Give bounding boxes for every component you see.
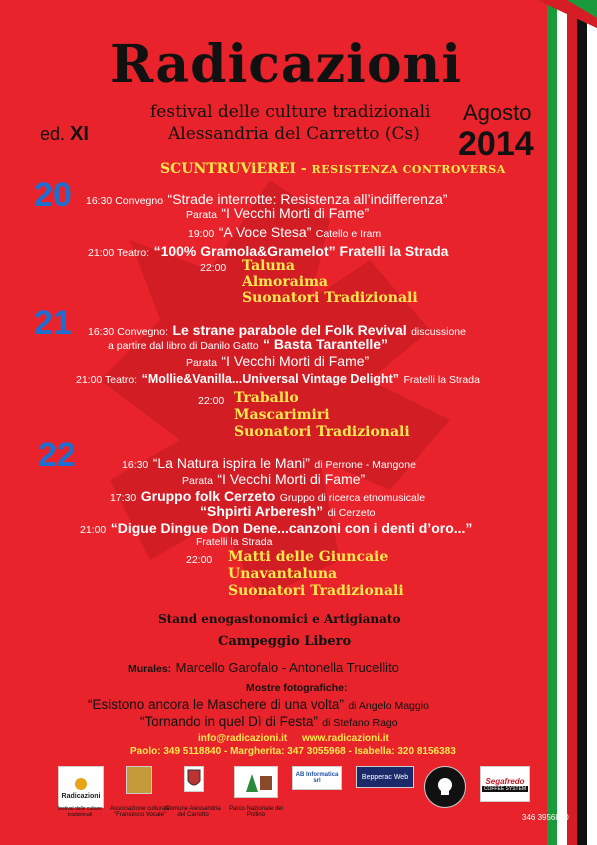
camping-info: Campeggio Libero [218, 634, 352, 649]
crest-shield-icon [187, 769, 201, 789]
day21-band-time: 22:00 [198, 395, 225, 407]
day22-line1: 16:30 “La Natura ispira le Mani” di Perrone - Mangone [122, 455, 416, 471]
edition-prefix: ed. [40, 124, 66, 144]
edition-number: XI [70, 123, 89, 145]
day22-line4: “Shpirti Arberesh” di Cerzeto [200, 503, 376, 519]
theme-tagline: RESISTENZA CONTROVERSA [311, 163, 506, 176]
pirate-flag-logo [424, 766, 466, 808]
day22-line6: Fratelli la Strada [196, 536, 273, 548]
murals-info: Murales: Marcello Garofalo - Antonella Trucellito [128, 660, 399, 675]
festival-month: Agosto [463, 100, 532, 125]
day20-line4: 21:00 Teatro: “100% Gramola&Gramelot” Fratelli la Strada [88, 243, 449, 259]
municipality-crest-icon [184, 766, 204, 792]
day22-line3: 17:30 Gruppo folk Cerzeto Gruppo di ricerca etnomusicale [110, 488, 426, 504]
day22-band-1: Matti delle Giuncaie [228, 549, 389, 565]
contact-phones: Paolo: 349 5118840 - Margherita: 347 3055968 - Isabella: 320 8156383 [130, 746, 456, 757]
pollino-park-caption: Parco Nazionale del Pollino [229, 806, 283, 818]
stands-info: Stand enogastonomici e Artigianato [158, 612, 401, 626]
sun-icon [72, 775, 90, 793]
theme-name: SCUNTRUViEREI - [160, 161, 307, 177]
segafredo-logo: Segafredo COFFEE SYSTEM [480, 766, 530, 802]
sponsor-phone: 346 3956840 [522, 813, 569, 822]
photo-exhibitions-label: Mostre fotografiche: [246, 682, 348, 694]
municipality-caption: Comune Alessandria del Carretto [165, 806, 221, 818]
bepperac-web-logo: Bepperac Web [356, 766, 414, 788]
photo-exhibition-2: “Tornando in quel Dì di Festa” di Stefano Rago [140, 714, 398, 729]
day20-band-1: Taluna [242, 258, 295, 274]
day22-band-2: Unavantaluna [228, 566, 338, 582]
day20-line3: 19:00 “A Voce Stesa” Catello e Iram [188, 224, 382, 240]
day-22-number: 22 [38, 436, 76, 474]
day21-band-1: Traballo [234, 390, 299, 406]
pollino-park-logo [234, 766, 278, 798]
day22-band-time: 22:00 [186, 554, 213, 566]
day-20-number: 20 [34, 176, 72, 214]
day21-band-3: Suonatori Tradizionali [234, 424, 410, 440]
day20-band-time: 22:00 [200, 262, 227, 274]
association-caption: Associazione culturale "Francesco Vocale" [110, 806, 170, 818]
day-21-number: 21 [34, 304, 72, 342]
day21-line1: 16:30 Convegno: Le strane parabole del Folk Revival discussione [88, 322, 466, 338]
tree-icon [238, 770, 274, 794]
email-link[interactable]: info@radicazioni.it [198, 733, 288, 744]
website-link[interactable]: www.radicazioni.it [302, 733, 389, 744]
day22-band-3: Suonatori Tradizionali [228, 583, 404, 599]
festival-place: Alessandria del Carretto (Cs) [168, 124, 420, 144]
day20-band-3: Suonatori Tradizionali [242, 290, 418, 306]
day21-band-2: Mascarimiri [234, 407, 330, 423]
photo-exhibition-1: “Esistono ancora le Maschere di una volta” di Angelo Maggio [88, 697, 429, 712]
day22-line5: 21:00 “Digue Dingue Don Dene...canzoni con i denti d’oro...” [80, 520, 473, 536]
day22-line2: Parata “I Vecchi Morti di Fame” [182, 471, 366, 487]
association-logo [126, 766, 152, 794]
radicazioni-logo-caption: festival delle culture tradizionali [58, 806, 102, 818]
festival-subtitle: festival delle culture tradizionali [150, 102, 431, 122]
flag-stripes [537, 0, 597, 845]
theme-heading [160, 161, 506, 177]
day20-line1: 16:30 Convegno “Strade interrotte: Resistenza all’indifferenza” [86, 191, 448, 207]
day21-line3: Parata “I Vecchi Morti di Fame” [186, 353, 370, 369]
corner-flag-icon [537, 0, 597, 28]
day20-band-2: Almoraima [242, 274, 328, 290]
festival-year: 2014 [458, 125, 534, 163]
edition-label [40, 123, 89, 146]
radicazioni-logo: Radicazioni [58, 766, 104, 808]
ab-informatica-logo: AB Informatica srl [292, 766, 342, 790]
day20-line2: Parata “I Vecchi Morti di Fame” [186, 205, 370, 221]
page-title: Radicazioni [110, 34, 463, 95]
day21-line2: a partire dal libro di Danilo Gatto “ Basta Tarantelle” [108, 336, 389, 352]
skull-icon [432, 774, 458, 800]
day21-line4: 21:00 Teatro: “Mollie&Vanilla...Universal Vintage Delight” Fratelli la Strada [76, 372, 480, 386]
